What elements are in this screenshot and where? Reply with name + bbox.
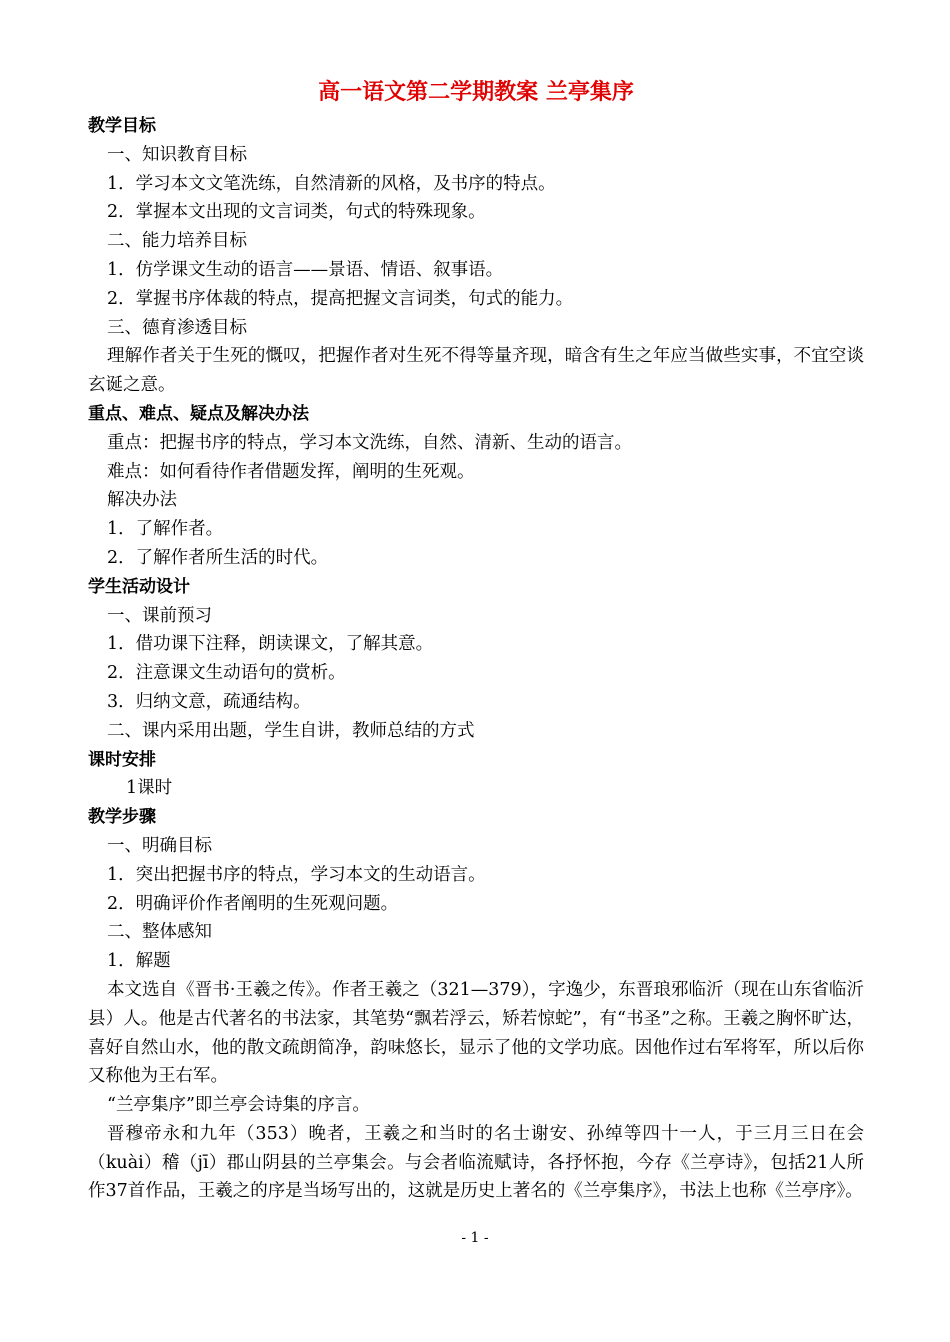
- text-paragraph: 2．了解作者所生活的时代。: [107, 547, 329, 568]
- section-heading: 教学目标: [88, 116, 156, 136]
- text-paragraph: 理解作者关于生死的慨叹，把握作者对生死不得等量齐现，暗含有生之年应当做些实事，不宜空谈玄诞之意。: [88, 346, 864, 396]
- text-paragraph: 二、能力培养目标: [107, 231, 247, 252]
- text-paragraph: 2．注意课文生动语句的赏析。: [107, 663, 346, 684]
- text-paragraph: 重点：把握书序的特点，学习本文洗练，自然、清新、生动的语言。: [107, 432, 632, 453]
- text-paragraph: 一、课前预习: [107, 605, 212, 626]
- text-paragraph: 1．解题: [107, 951, 171, 972]
- text-paragraph: 1课时: [126, 778, 173, 799]
- document-title: 高一语文第二学期教案 兰亭集序: [318, 80, 634, 105]
- text-paragraph: 一、明确目标: [107, 835, 212, 856]
- text-paragraph: 二、课内采用出题，学生自讲，教师总结的方式: [107, 720, 475, 741]
- text-paragraph: 解决办法: [107, 490, 177, 511]
- text-paragraph: “兰亭集序”即兰亭会诗集的序言。: [107, 1095, 370, 1116]
- text-paragraph: 2．掌握本文出现的文言词类，句式的特殊现象。: [107, 202, 486, 223]
- text-paragraph: 1．了解作者。: [107, 519, 224, 540]
- section-heading: 学生活动设计: [88, 576, 190, 597]
- document-page: [88, 76, 864, 1206]
- section-heading: 重点、难点、疑点及解决办法: [88, 403, 309, 424]
- text-paragraph: 1．仿学课文生动的语言——景语、情语、叙事语。: [107, 259, 504, 280]
- text-paragraph: 3．归纳文意，疏通结构。: [107, 691, 311, 712]
- text-paragraph: 难点：如何看待作者借题发挥，阐明的生死观。: [107, 461, 475, 482]
- text-paragraph: 1．学习本文文笔洗练，自然清新的风格，及书序的特点。: [107, 173, 556, 194]
- text-paragraph: 一、知识教育目标: [107, 144, 247, 165]
- section-heading: 教学步骤: [88, 807, 156, 828]
- text-paragraph: 晋穆帝永和九年（353）晚者，王羲之和当时的名士谢安、孙绰等四十一人，于三月三日在会（kuài）稽（jī）郡山阴县的兰亭集会。与会者临流赋诗，各抒怀抱，今存《兰亭诗》，包括21人所作37首作品，王羲之的序是当场写出的，这就是历史上著名的《兰亭集序》，书法上也称《兰亭序》。: [88, 1123, 864, 1202]
- document-body: [88, 112, 864, 1206]
- text-paragraph: 三、德育渗透目标: [107, 317, 247, 338]
- text-paragraph: 1．借功课下注释，朗读课文，了解其意。: [107, 634, 434, 655]
- text-paragraph: 本文选自《晋书·王羲之传》。作者王羲之（321—379），字逸少，东晋琅邪临沂（现在山东省临沂县）人。他是古代著名的书法家，其笔势“飘若浮云，矫若惊蛇”，有“书圣”之称。王羲之胸怀旷达，喜好自然山水，他的散文疏朗简净，韵味悠长，显示了他的文学功底。因他作过右军将军，所以后你又称他为王右军。: [88, 979, 864, 1087]
- section-heading: 课时安排: [88, 749, 156, 770]
- text-paragraph: 2．掌握书序体裁的特点，提高把握文言词类，句式的能力。: [107, 288, 574, 309]
- text-paragraph: 二、整体感知: [107, 922, 212, 943]
- text-paragraph: 1．突出把握书序的特点，学习本文的生动语言。: [107, 864, 486, 885]
- text-paragraph: 2．明确评价作者阐明的生死观问题。: [107, 893, 399, 914]
- page-number: - 1 -: [461, 1230, 489, 1246]
